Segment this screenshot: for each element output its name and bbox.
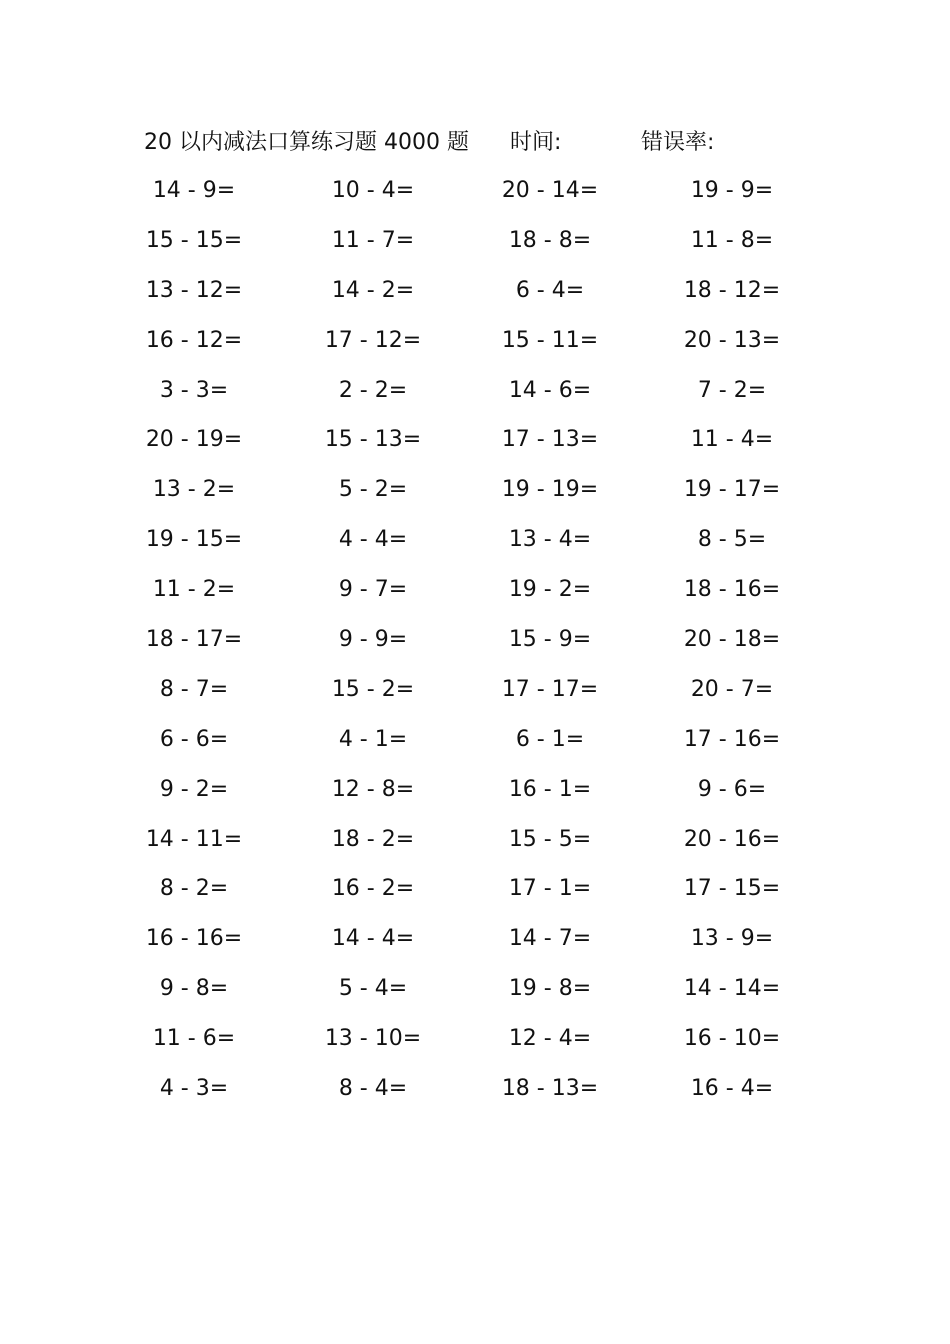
problem-row xyxy=(0,415,950,465)
worksheet-header xyxy=(144,126,844,160)
problem-item: 12 - 4= xyxy=(508,1026,592,1052)
problem-item: 9 - 9= xyxy=(338,627,408,653)
problem-row xyxy=(0,765,950,815)
problem-item: 15 - 13= xyxy=(324,427,422,453)
problem-row xyxy=(0,665,950,715)
problem-item: 20 - 16= xyxy=(683,826,781,852)
problem-item: 17 - 16= xyxy=(683,726,781,752)
problem-item: 18 - 8= xyxy=(508,227,592,253)
problem-item: 17 - 15= xyxy=(683,876,781,902)
problem-item: 13 - 9= xyxy=(690,926,774,952)
problem-item: 14 - 2= xyxy=(331,277,415,303)
problem-item: 9 - 7= xyxy=(338,577,408,603)
problem-row xyxy=(0,565,950,615)
problem-item: 7 - 2= xyxy=(697,377,767,403)
problem-row xyxy=(0,715,950,765)
problem-item: 19 - 17= xyxy=(683,477,781,503)
problem-item: 16 - 16= xyxy=(145,926,243,952)
problem-row xyxy=(0,615,950,665)
problem-item: 18 - 2= xyxy=(331,826,415,852)
error-rate-label: 错误率: xyxy=(641,130,715,155)
problem-item: 18 - 13= xyxy=(501,1076,599,1102)
problem-row xyxy=(0,1064,950,1114)
worksheet-title: 20 以内减法口算练习题 4000 题 xyxy=(144,130,469,155)
problem-item: 11 - 6= xyxy=(152,1026,236,1052)
problem-row xyxy=(0,515,950,565)
problem-item: 11 - 2= xyxy=(152,577,236,603)
problem-item: 9 - 2= xyxy=(159,776,229,802)
problem-item: 5 - 4= xyxy=(338,976,408,1002)
problem-item: 20 - 18= xyxy=(683,627,781,653)
problem-row xyxy=(0,216,950,266)
problem-item: 19 - 2= xyxy=(508,577,592,603)
problem-item: 4 - 4= xyxy=(338,527,408,553)
problem-row xyxy=(0,465,950,515)
problem-item: 16 - 1= xyxy=(508,776,592,802)
problem-row xyxy=(0,266,950,316)
problem-item: 20 - 7= xyxy=(690,676,774,702)
problem-row xyxy=(0,914,950,964)
problem-item: 13 - 2= xyxy=(152,477,236,503)
problem-item: 18 - 17= xyxy=(145,627,243,653)
problem-item: 15 - 9= xyxy=(508,627,592,653)
problem-item: 4 - 1= xyxy=(338,726,408,752)
problem-item: 17 - 1= xyxy=(508,876,592,902)
problem-item: 14 - 14= xyxy=(683,976,781,1002)
problem-row xyxy=(0,166,950,216)
problem-item: 13 - 12= xyxy=(145,277,243,303)
problem-item: 14 - 9= xyxy=(152,178,236,203)
problem-item: 6 - 1= xyxy=(515,726,585,752)
problem-item: 11 - 4= xyxy=(690,427,774,453)
problem-row xyxy=(0,366,950,416)
problem-item: 18 - 16= xyxy=(683,577,781,603)
problem-item: 5 - 2= xyxy=(338,477,408,503)
problem-item: 16 - 10= xyxy=(683,1026,781,1052)
problem-item: 12 - 8= xyxy=(331,776,415,802)
problem-item: 8 - 4= xyxy=(338,1076,408,1102)
problem-item: 19 - 8= xyxy=(508,976,592,1002)
problem-item: 16 - 12= xyxy=(145,327,243,353)
problem-item: 10 - 4= xyxy=(331,178,415,203)
problem-item: 13 - 4= xyxy=(508,527,592,553)
problem-item: 19 - 19= xyxy=(501,477,599,503)
problem-item: 20 - 14= xyxy=(501,178,599,203)
problem-item: 4 - 3= xyxy=(159,1076,229,1102)
problem-grid xyxy=(0,166,950,1114)
problem-item: 11 - 7= xyxy=(331,227,415,253)
problem-item: 17 - 13= xyxy=(501,427,599,453)
problem-item: 17 - 12= xyxy=(324,327,422,353)
problem-item: 15 - 2= xyxy=(331,676,415,702)
problem-item: 20 - 13= xyxy=(683,327,781,353)
problem-row xyxy=(0,316,950,366)
problem-item: 14 - 4= xyxy=(331,926,415,952)
problem-item: 17 - 17= xyxy=(501,676,599,702)
problem-item: 20 - 19= xyxy=(145,427,243,453)
problem-item: 19 - 15= xyxy=(145,527,243,553)
problem-item: 9 - 6= xyxy=(697,776,767,802)
problem-item: 15 - 5= xyxy=(508,826,592,852)
problem-item: 16 - 4= xyxy=(690,1076,774,1102)
problem-item: 16 - 2= xyxy=(331,876,415,902)
time-label: 时间: xyxy=(510,130,562,155)
problem-item: 2 - 2= xyxy=(338,377,408,403)
problem-item: 14 - 7= xyxy=(508,926,592,952)
problem-item: 6 - 4= xyxy=(515,277,585,303)
problem-row xyxy=(0,964,950,1014)
problem-row xyxy=(0,864,950,914)
problem-item: 3 - 3= xyxy=(159,377,229,403)
problem-row xyxy=(0,815,950,865)
problem-item: 8 - 2= xyxy=(159,876,229,902)
problem-item: 6 - 6= xyxy=(159,726,229,752)
problem-item: 8 - 7= xyxy=(159,676,229,702)
problem-item: 11 - 8= xyxy=(690,227,774,253)
problem-item: 15 - 15= xyxy=(145,227,243,253)
problem-item: 13 - 10= xyxy=(324,1026,422,1052)
problem-item: 18 - 12= xyxy=(683,277,781,303)
problem-item: 14 - 11= xyxy=(145,826,243,852)
problem-row xyxy=(0,1014,950,1064)
problem-item: 8 - 5= xyxy=(697,527,767,553)
problem-item: 14 - 6= xyxy=(508,377,592,403)
problem-item: 15 - 11= xyxy=(501,327,599,353)
problem-item: 9 - 8= xyxy=(159,976,229,1002)
problem-item: 19 - 9= xyxy=(690,178,774,203)
